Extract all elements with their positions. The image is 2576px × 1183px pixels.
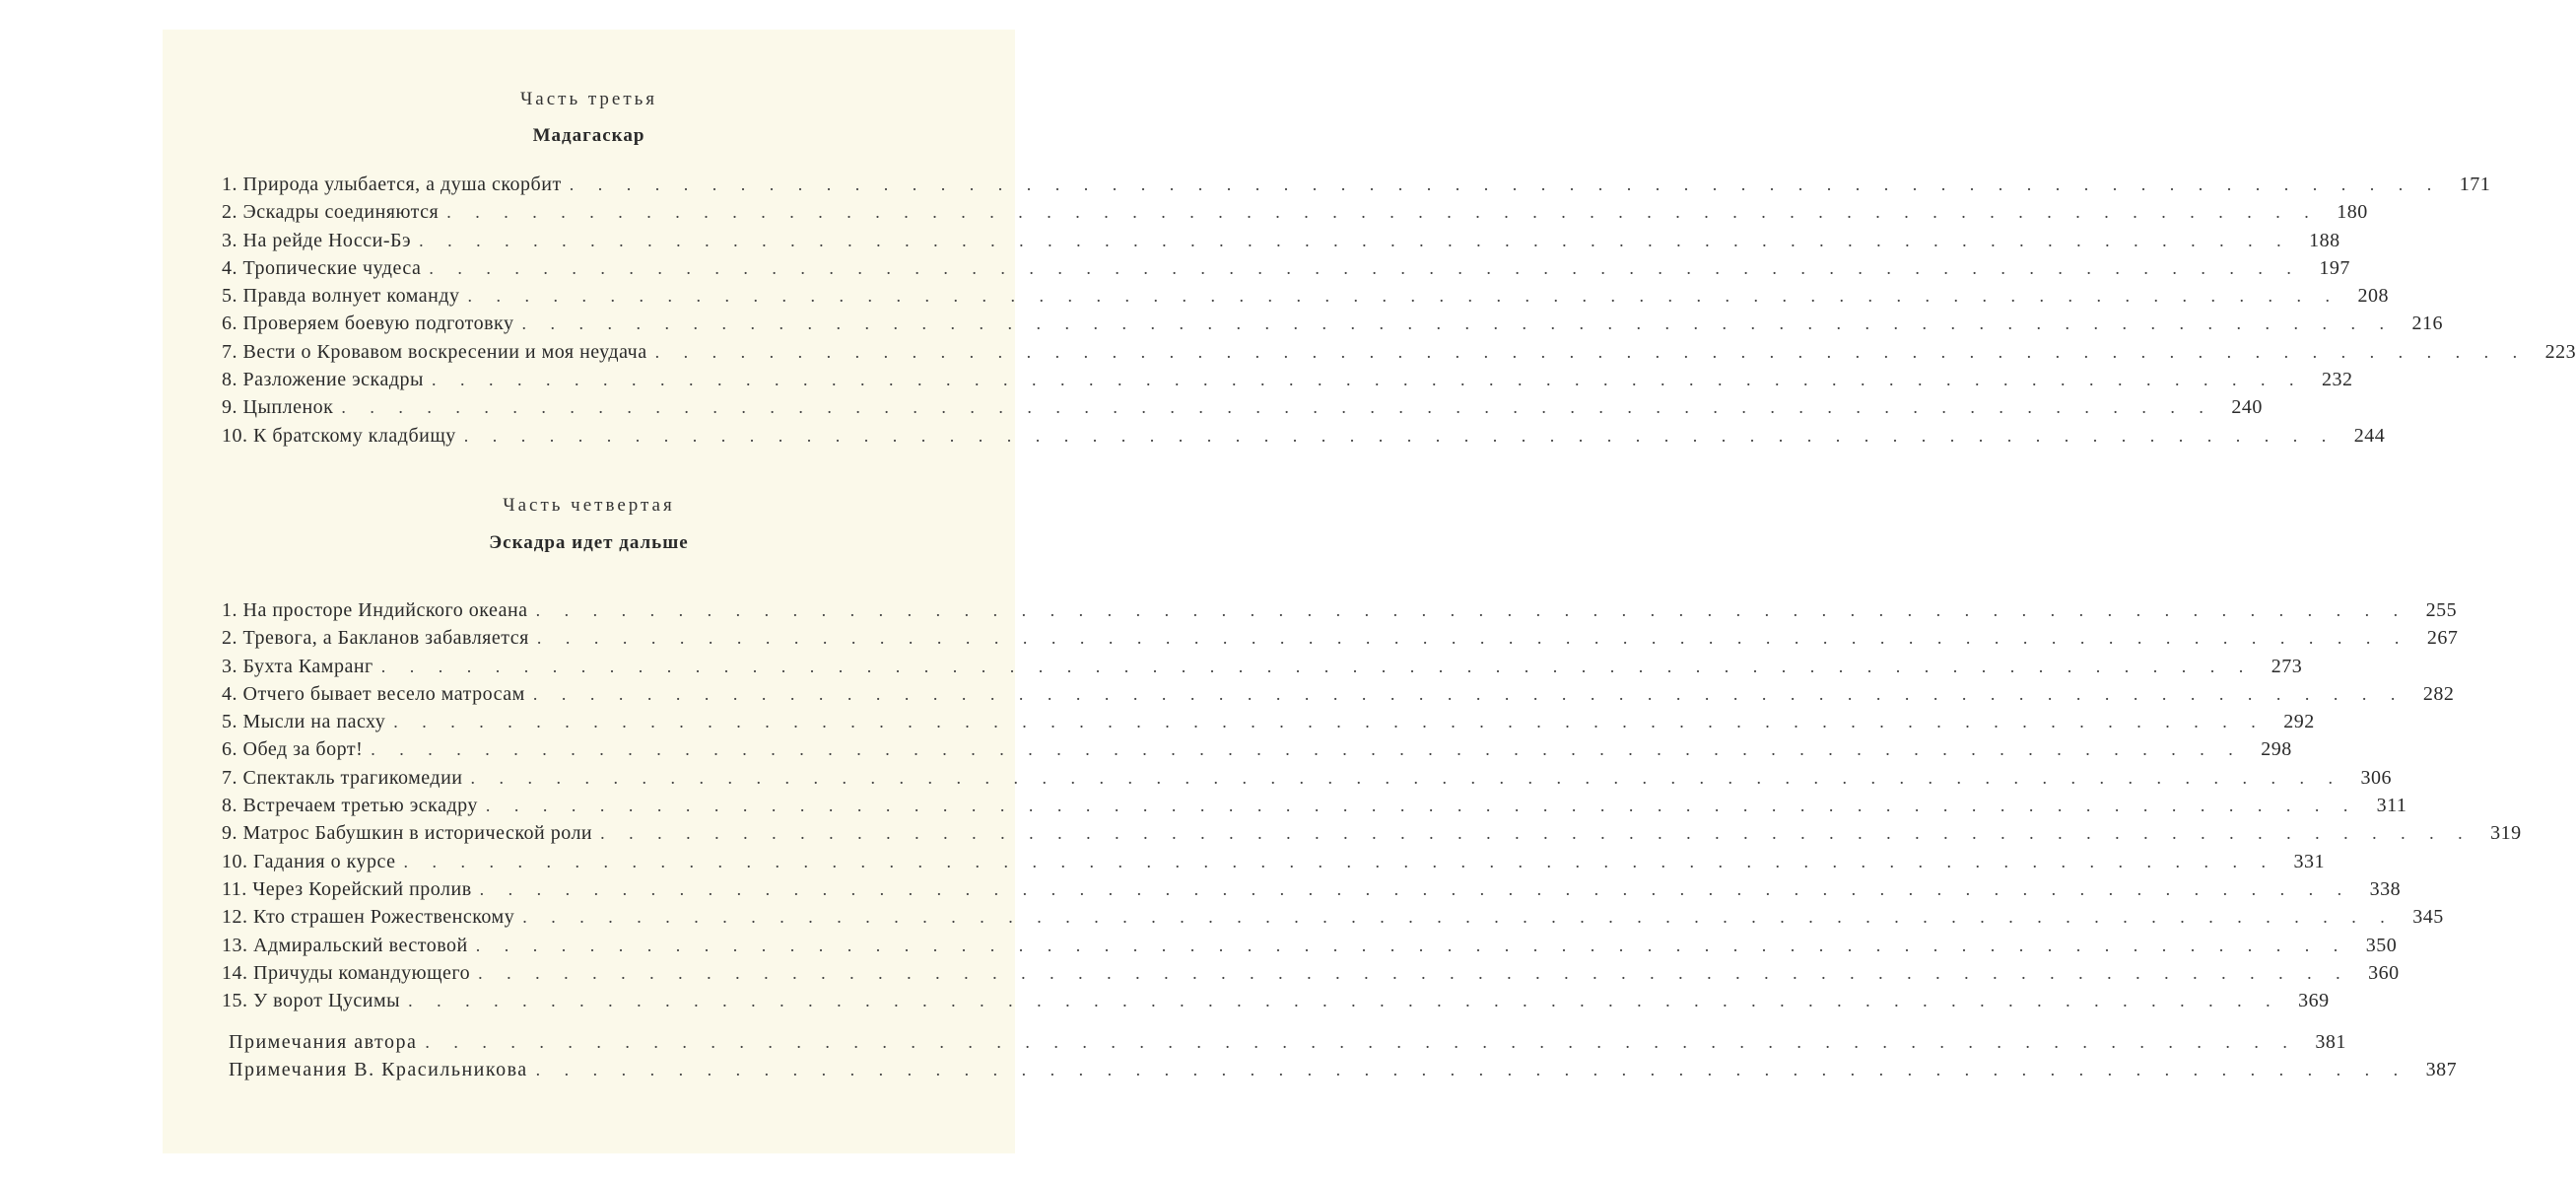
toc-leader-dots: . . . . . . . . . . . . . . . . . . . . . . . . . . . . . . . . . . . . . . . . . . . . . . . . . . . . . . . . . . . . . . . . . .: [371, 739, 2243, 760]
toc-entry: [222, 310, 2443, 337]
toc-leader-dots: . . . . . . . . . . . . . . . . . . . . . . . . . . . . . . . . . . . . . . . . . . . . . . . . . . . . . . . . . . . . . . . . . .: [535, 1060, 2408, 1080]
toc-entry: [229, 1056, 2458, 1083]
toc-entry: [222, 171, 2491, 198]
toc-entry-page-number: 223: [2544, 340, 2576, 363]
toc-entry-page-number: 381: [2315, 1031, 2346, 1053]
toc-entry-title: Примечания автора: [229, 1031, 418, 1053]
toc-leader-dots: . . . . . . . . . . . . . . . . . . . . . . . . . . . . . . . . . . . . . . . . . . . . . . . . . . . . . . . . . . . . . . . . . .: [470, 767, 2342, 788]
part-three-heading: Часть третья: [519, 89, 658, 109]
toc-entry: [222, 903, 2444, 931]
toc-leader-dots: . . . . . . . . . . . . . . . . . . . . . . . . . . . . . . . . . . . . . . . . . . . . . . . . . . . . . . . . . . . . . . . . . .: [600, 823, 2473, 844]
toc-entry-title: Примечания В. Красильникова: [229, 1059, 528, 1081]
toc-entry-title: 2. Тревога, а Бакланов забавляется: [222, 627, 529, 650]
toc-entry-title: 10. К братскому кладбищу: [222, 424, 456, 447]
toc-leader-dots: . . . . . . . . . . . . . . . . . . . . . . . . . . . . . . . . . . . . . . . . . . . . . . . . . . . . . . . . . . . . . . . . . .: [522, 907, 2395, 928]
toc-entry-title: 6. Проверяем боевую подготовку: [222, 313, 514, 335]
toc-entry-title: 15. У ворот Цусимы: [222, 990, 401, 1012]
toc-leader-dots: . . . . . . . . . . . . . . . . . . . . . . . . . . . . . . . . . . . . . . . . . . . . . . . . . . . . . . . . . . . . . . . . . .: [467, 286, 2339, 307]
toc-entry: [222, 848, 2326, 875]
toc-leader-dots: . . . . . . . . . . . . . . . . . . . . . . . . . . . . . . . . . . . . . . . . . . . . . . . . . . . . . . . . . . . . . . . . . .: [463, 425, 2337, 446]
toc-entry: [222, 987, 2330, 1014]
toc-entry-page-number: 345: [2412, 906, 2444, 929]
toc-entry: [222, 792, 2407, 819]
toc-entry-page-number: 216: [2411, 313, 2443, 335]
toc-entry-title: 7. Вести о Кровавом воскресении и моя неудача: [222, 340, 647, 363]
toc-entry-title: 3. На рейде Носси-Бэ: [222, 229, 412, 251]
toc-leader-dots: . . . . . . . . . . . . . . . . . . . . . . . . . . . . . . . . . . . . . . . . . . . . . . . . . . . . . . . . . . . . . . . . . .: [479, 878, 2352, 899]
toc-entry-title: 9. Цыпленок: [222, 396, 334, 419]
toc-leader-dots: . . . . . . . . . . . . . . . . . . . . . . . . . . . . . . . . . . . . . . . . . . . . . . . . . . . . . . . . . . . . . . . . . .: [393, 712, 2266, 732]
toc-entry-page-number: 267: [2426, 627, 2459, 650]
toc-leader-dots: . . . . . . . . . . . . . . . . . . . . . . . . . . . . . . . . . . . . . . . . . . . . . . . . . . . . . . . . . . . . . . . . . .: [380, 656, 2254, 676]
toc-entry-title: 7. Спектакль трагикомедии: [222, 766, 463, 789]
toc-entry: [222, 282, 2389, 310]
toc-entry: [222, 819, 2522, 847]
toc-entry-page-number: 331: [2293, 850, 2326, 872]
toc-entry: [222, 624, 2459, 652]
book-page: [163, 30, 2576, 1153]
toc-entry-title: 5. Правда волнует команду: [222, 285, 460, 308]
toc-entry-title: 10. Гадания о курсе: [222, 850, 396, 872]
toc-entry-title: 9. Матрос Бабушкин в исторической роли: [222, 822, 593, 845]
toc-entry-title: 12. Кто страшен Рожественскому: [222, 906, 515, 929]
toc-entry-page-number: 319: [2490, 822, 2522, 845]
toc-entry-title: 1. Природа улыбается, а душа скорбит: [222, 174, 562, 195]
toc-entry: [222, 338, 2576, 366]
toc-entry-page-number: 171: [2459, 174, 2491, 195]
toc-entry-page-number: 197: [2319, 256, 2350, 279]
toc-entry: [222, 735, 2292, 763]
toc-entry-title: 2. Эскадры соединяются: [222, 201, 440, 224]
toc-entry: [222, 653, 2303, 680]
toc-entry: [222, 959, 2400, 987]
toc-entry-page-number: 338: [2369, 877, 2402, 900]
part-four-subtitle: Эскадра идет дальше: [489, 532, 689, 553]
toc-entry-page-number: 273: [2271, 655, 2303, 677]
part-four-heading: Часть четвертая: [503, 495, 675, 516]
toc-entry-title: 6. Обед за борт!: [222, 738, 364, 761]
toc-entry-page-number: 306: [2360, 766, 2392, 789]
toc-entry-title: 8. Разложение эскадры: [222, 369, 424, 391]
toc-entry: [222, 198, 2368, 226]
toc-leader-dots: . . . . . . . . . . . . . . . . . . . . . . . . . . . . . . . . . . . . . . . . . . . . . . . . . . . . . . . . . . . . . . . . . .: [446, 202, 2319, 223]
toc-entry-page-number: 292: [2283, 711, 2315, 733]
toc-entry: [222, 875, 2402, 903]
toc-entry-page-number: 232: [2321, 369, 2353, 391]
toc-entry-title: 13. Адмиральский вестовой: [222, 934, 468, 956]
toc-entry: [222, 227, 2340, 254]
toc-entry: [222, 680, 2455, 708]
toc-entry: [222, 366, 2353, 393]
notes-list: [229, 1028, 2458, 1084]
toc-leader-dots: . . . . . . . . . . . . . . . . . . . . . . . . . . . . . . . . . . . . . . . . . . . . . . . . . . . . . . . . . . . . . . . . . .: [403, 851, 2276, 871]
toc-entry-title: 11. Через Корейский пролив: [222, 877, 472, 900]
toc-entry: [222, 708, 2315, 735]
toc-leader-dots: . . . . . . . . . . . . . . . . . . . . . . . . . . . . . . . . . . . . . . . . . . . . . . . . . . . . . . . . . . . . . . . . . .: [532, 683, 2406, 704]
toc-entry: [222, 764, 2392, 792]
toc-entry-page-number: 180: [2337, 201, 2368, 224]
toc-leader-dots: . . . . . . . . . . . . . . . . . . . . . . . . . . . . . . . . . . . . . . . . . . . . . . . . . . . . . . . . . . . . . . . . . .: [569, 174, 2442, 194]
toc-entry-title: 14. Причуды командующего: [222, 961, 471, 984]
toc-entry-page-number: 311: [2376, 795, 2407, 817]
toc-leader-dots: . . . . . . . . . . . . . . . . . . . . . . . . . . . . . . . . . . . . . . . . . . . . . . . . . . . . . . . . . . . . . . . . . .: [485, 796, 2358, 816]
toc-entry-title: 4. Тропические чудеса: [222, 256, 422, 279]
toc-leader-dots: . . . . . . . . . . . . . . . . . . . . . . . . . . . . . . . . . . . . . . . . . . . . . . . . . . . . . . . . . . . . . . . . . .: [408, 991, 2280, 1011]
part-three-subtitle: Мадагаскар: [532, 125, 645, 146]
toc-leader-dots: . . . . . . . . . . . . . . . . . . . . . . . . . . . . . . . . . . . . . . . . . . . . . . . . . . . . . . . . . . . . . . . . . .: [654, 341, 2528, 362]
toc-entry-page-number: 244: [2353, 424, 2386, 447]
toc-entry-title: 4. Отчего бывает весело матросам: [222, 682, 525, 705]
toc-leader-dots: . . . . . . . . . . . . . . . . . . . . . . . . . . . . . . . . . . . . . . . . . . . . . . . . . . . . . . . . . . . . . . . . . .: [431, 370, 2304, 390]
toc-leader-dots: . . . . . . . . . . . . . . . . . . . . . . . . . . . . . . . . . . . . . . . . . . . . . . . . . . . . . . . . . . . . . . . . . .: [521, 313, 2394, 334]
toc-leader-dots: . . . . . . . . . . . . . . . . . . . . . . . . . . . . . . . . . . . . . . . . . . . . . . . . . . . . . . . . . . . . . . . . . .: [536, 628, 2409, 649]
toc-leader-dots: . . . . . . . . . . . . . . . . . . . . . . . . . . . . . . . . . . . . . . . . . . . . . . . . . . . . . . . . . . . . . . . . . .: [475, 935, 2348, 955]
toc-entry: [222, 596, 2458, 624]
toc-leader-dots: . . . . . . . . . . . . . . . . . . . . . . . . . . . . . . . . . . . . . . . . . . . . . . . . . . . . . . . . . . . . . . . . . .: [478, 962, 2350, 983]
toc-entry-page-number: 298: [2261, 738, 2292, 761]
toc-entry-page-number: 369: [2298, 990, 2330, 1012]
toc-entry: [229, 1028, 2346, 1056]
toc-entry-title: 3. Бухта Камранг: [222, 655, 373, 677]
toc-entry-page-number: 387: [2425, 1059, 2458, 1081]
toc-entry: [222, 932, 2398, 959]
toc-entry: [222, 254, 2350, 282]
toc-leader-dots: . . . . . . . . . . . . . . . . . . . . . . . . . . . . . . . . . . . . . . . . . . . . . . . . . . . . . . . . . . . . . . . . . .: [429, 257, 2301, 278]
toc-leader-dots: . . . . . . . . . . . . . . . . . . . . . . . . . . . . . . . . . . . . . . . . . . . . . . . . . . . . . . . . . . . . . . . . . .: [425, 1032, 2297, 1052]
part-three-chapter-list: [222, 171, 2576, 450]
toc-entry: [222, 422, 2386, 450]
toc-entry-page-number: 208: [2357, 285, 2389, 308]
toc-leader-dots: . . . . . . . . . . . . . . . . . . . . . . . . . . . . . . . . . . . . . . . . . . . . . . . . . . . . . . . . . . . . . . . . . .: [341, 397, 2213, 418]
toc-entry-page-number: 188: [2309, 229, 2340, 251]
toc-entry-page-number: 255: [2425, 599, 2458, 621]
toc-entry-page-number: 282: [2422, 682, 2455, 705]
toc-entry-page-number: 350: [2365, 934, 2398, 956]
toc-entry: [222, 393, 2263, 421]
toc-leader-dots: . . . . . . . . . . . . . . . . . . . . . . . . . . . . . . . . . . . . . . . . . . . . . . . . . . . . . . . . . . . . . . . . . .: [535, 600, 2408, 620]
toc-entry-title: 1. На просторе Индийского океана: [222, 599, 528, 621]
toc-entry-title: 8. Встречаем третью эскадру: [222, 795, 478, 817]
toc-entry-page-number: 360: [2368, 961, 2400, 984]
toc-entry-page-number: 240: [2231, 396, 2263, 419]
part-four-chapter-list: [222, 596, 2522, 1014]
toc-leader-dots: . . . . . . . . . . . . . . . . . . . . . . . . . . . . . . . . . . . . . . . . . . . . . . . . . . . . . . . . . . . . . . . . . .: [419, 230, 2291, 250]
toc-entry-title: 5. Мысли на пасху: [222, 711, 386, 733]
